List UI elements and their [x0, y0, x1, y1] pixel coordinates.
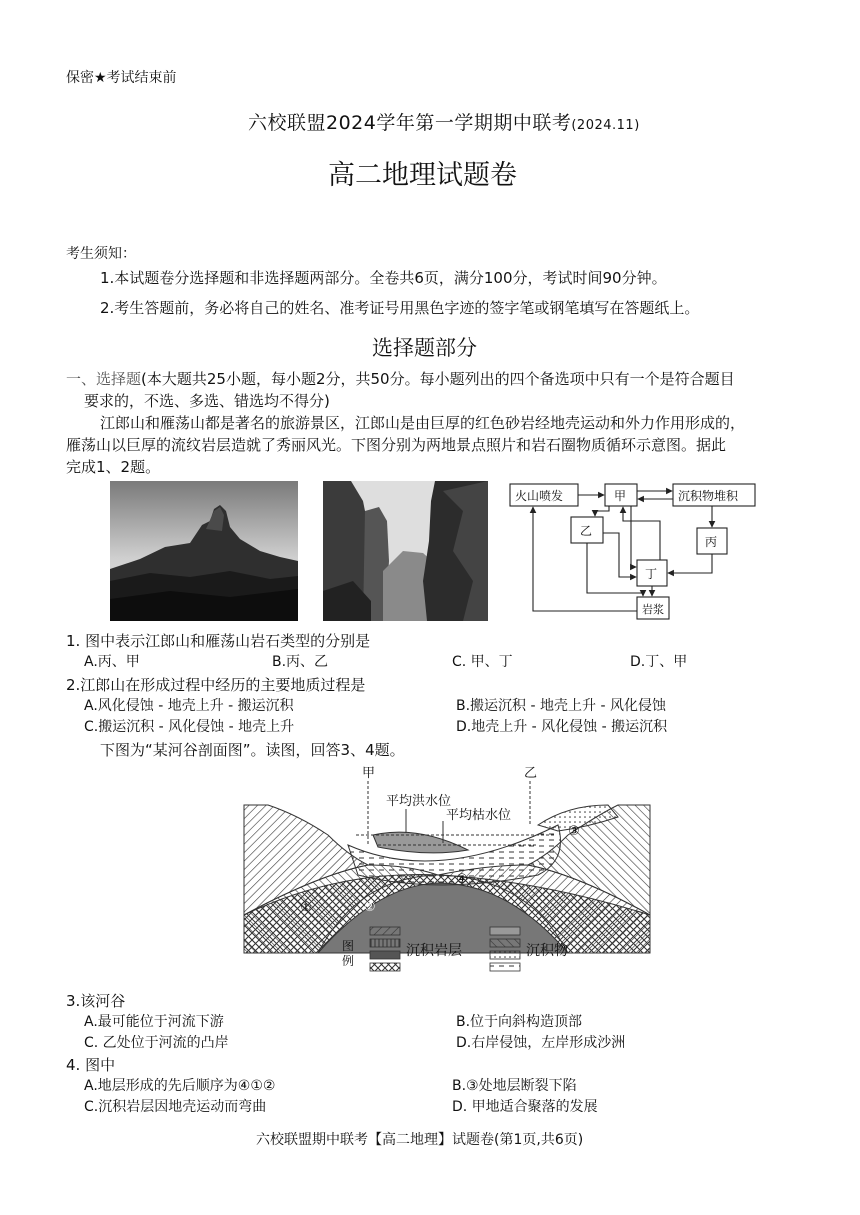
question-1-option-a: A.丙、甲	[84, 654, 140, 670]
layer-4-label: ④	[456, 872, 468, 887]
question-3-option-c: C. 乙处位于河流的凸岸	[84, 1035, 229, 1051]
paper-title: 高二地理试题卷	[328, 160, 517, 191]
passage-1-line-2: 雁荡山以巨厚的流纹岩层造就了秀丽风光。下图分别为两地景点照片和岩石圈物质循环示意图。据此	[66, 436, 727, 454]
question-4-stem: 4. 图中	[66, 1056, 116, 1074]
question-3-stem: 3.该河谷	[66, 992, 126, 1010]
notice-item-2: 2.考生答题前，务必将自己的姓名、准考证号用黑色字迹的签字笔或钢笔填写在答题纸上。	[100, 299, 700, 317]
section-1-line-2: 要求的，不选、多选、错选均不得分)	[84, 392, 330, 410]
question-3-option-b: B.位于向斜构造顶部	[456, 1014, 583, 1030]
passage-1-line-3: 完成1、2题。	[66, 458, 161, 476]
legend-title-2: 例	[342, 954, 355, 968]
question-4-option-c: C.沉积岩层因地壳运动而弯曲	[84, 1099, 267, 1115]
legend-title-1: 图	[342, 939, 355, 953]
exam-date: (2024.11)	[571, 118, 640, 133]
jianglang-mountain-photo	[110, 481, 298, 621]
volcano-label: 火山喷发	[515, 489, 564, 503]
layer-2-label: ②	[364, 900, 376, 915]
confidential-mark: 保密★考试结束前	[66, 70, 177, 86]
yandang-mountain-photo	[323, 481, 488, 621]
question-4-option-a: A.地层形成的先后顺序为④①②	[84, 1078, 276, 1094]
question-2-option-d: D.地壳上升 - 风化侵蚀 - 搬运沉积	[456, 719, 668, 735]
valley-yi-label: 乙	[524, 766, 538, 781]
page-footer: 六校联盟期中联考【高二地理】试题卷(第1页,共6页)	[256, 1132, 584, 1148]
ding-label: 丁	[645, 567, 658, 581]
question-2-option-a: A.风化侵蚀 - 地壳上升 - 搬运沉积	[84, 698, 294, 714]
exam-title-text: 六校联盟2024学年第一学期期中联考	[248, 112, 572, 134]
rock-cycle-diagram	[505, 481, 760, 623]
flood-level-label: 平均洪水位	[386, 794, 452, 809]
question-3-option-d: D.右岸侵蚀，左岸形成沙洲	[456, 1035, 626, 1051]
question-4-option-d: D. 甲地适合聚落的发展	[452, 1099, 598, 1115]
question-1-option-d: D.丁、甲	[630, 654, 688, 670]
question-1-option-b: B.丙、乙	[272, 654, 329, 670]
passage-2: 下图为“某河谷剖面图”。读图，回答3、4题。	[100, 741, 405, 759]
section-1-line-1: (本大题共25小题，每小题2分，共50分。每小题列出的四个备选项中只有一个是符合题目	[141, 370, 735, 388]
question-2-stem: 2.江郎山在形成过程中经历的主要地质过程是	[66, 676, 366, 694]
yi-label: 乙	[580, 524, 593, 538]
section-1-instructions	[66, 368, 735, 390]
question-3-option-a: A.最可能位于河流下游	[84, 1014, 224, 1030]
valley-jia-label: 甲	[362, 766, 376, 781]
layer-3-label: ③	[568, 824, 580, 839]
question-2-option-b: B.搬运沉积 - 地壳上升 - 风化侵蚀	[456, 698, 666, 714]
bing-label: 丙	[705, 535, 718, 549]
question-1-stem: 1. 图中表示江郎山和雁荡山岩石类型的分别是	[66, 632, 371, 650]
notice-item-1: 1.本试题卷分选择题和非选择题两部分。全卷共6页，满分100分，考试时间90分钟。	[100, 269, 667, 287]
legend-rock-label: 沉积岩层	[406, 943, 462, 959]
exam-title	[248, 108, 640, 135]
magma-label: 岩浆	[642, 603, 664, 616]
question-2-option-c: C.搬运沉积 - 风化侵蚀 - 地壳上升	[84, 719, 295, 735]
passage-1-line-1: 江郎山和雁荡山都是著名的旅游景区，江郎山是由巨厚的红色砂岩经地壳运动和外力作用形成的，	[100, 414, 746, 432]
legend-sediment-label: 沉积物	[526, 943, 568, 959]
dry-level-label: 平均枯水位	[446, 808, 512, 823]
layer-1-label: ①	[300, 900, 312, 915]
section-title: 选择题部分	[372, 336, 477, 360]
question-4-option-b: B.③处地层断裂下陷	[452, 1078, 577, 1094]
jia-label: 甲	[614, 489, 627, 503]
question-1-option-c: C. 甲、丁	[452, 654, 513, 670]
notice-heading: 考生须知：	[66, 246, 136, 262]
section-1-label: 一、选择题	[66, 370, 142, 388]
river-valley-section-diagram	[238, 765, 658, 985]
sediment-label: 沉积物堆积	[678, 489, 739, 503]
